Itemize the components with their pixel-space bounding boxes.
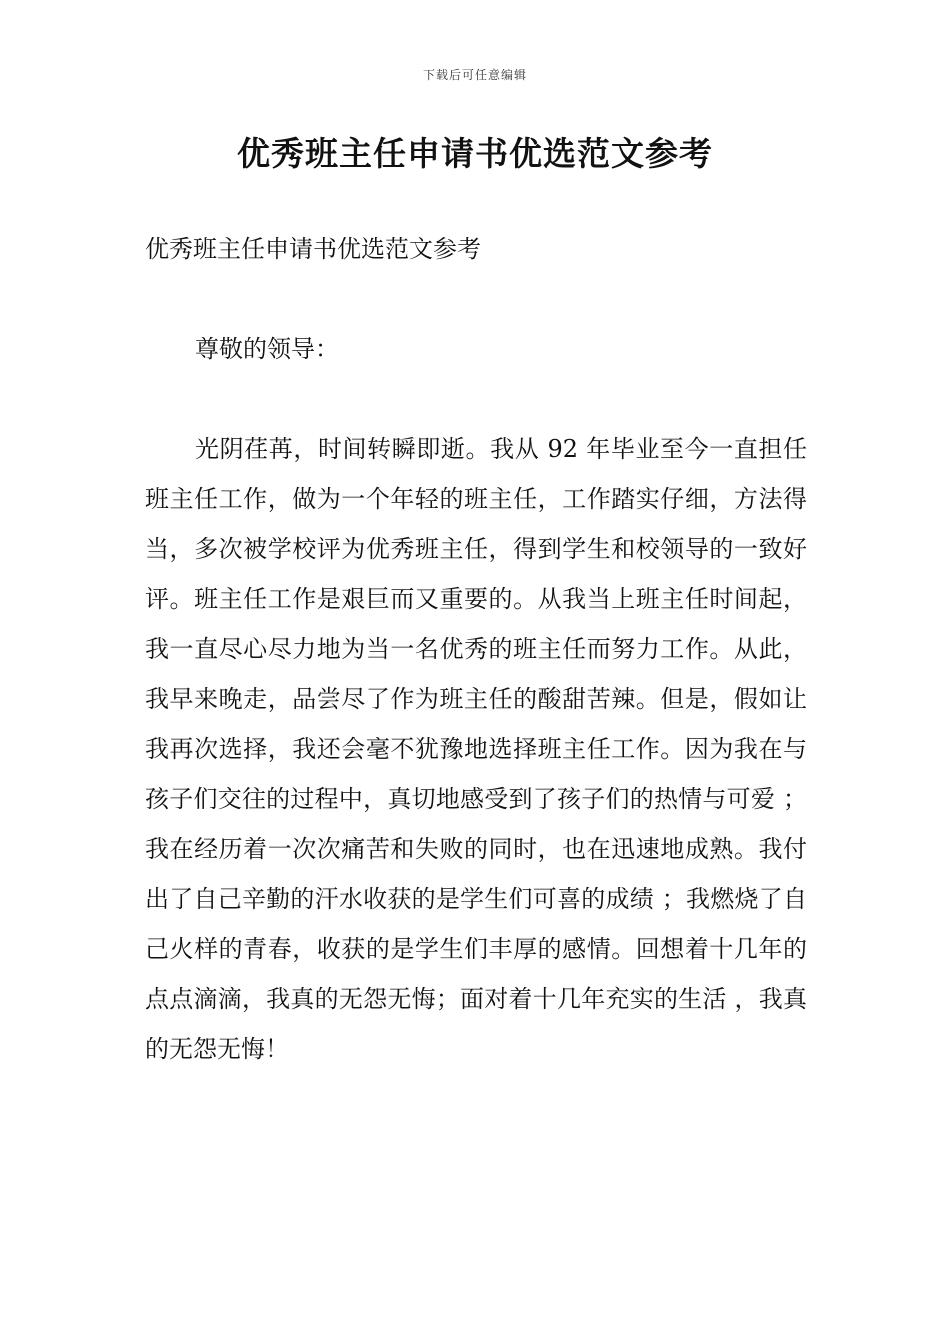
body-paragraph: 光阴荏苒，时间转瞬即逝。我从 92 年毕业至今一直担任班主任工作，做为一个年轻的班主任，工作踏实仔细，方法得当，多次被学校评为优秀班主任，得到学生和校领导的一致好评。班主任工作是艰巨而又重要的。从我当上班主任时间起，我一直尽心尽力地为当一名优秀的班主任而努力工作。从此，我早来晚走，品尝尽了作为班主任的酸甜苦辣。但是，假如让我再次选择，我还会毫不犹豫地选择班主任工作。因为我在与孩子们交往的过程中，真切地感受到了孩子们的热情与可爱 ；我在经历着一次次痛苦和失败的同时，也在迅速地成熟。我付出了自己辛勤的汗水收获的是学生们可喜的成绩 ；我燃烧了自己火样的青春，收获的是学生们丰厚的感情。回想着十几年的点点滴滴，我真的无怨无悔；面对着十几年充实的生活 ，我真的无怨无悔！	[145, 435, 807, 1063]
document-title: 优秀班主任申请书优选范文参考	[237, 134, 713, 173]
salutation: 尊敬的领导：	[195, 335, 339, 363]
document-subtitle: 优秀班主任申请书优选范文参考	[145, 235, 481, 263]
header-note: 下载后可任意编辑	[422, 68, 527, 82]
